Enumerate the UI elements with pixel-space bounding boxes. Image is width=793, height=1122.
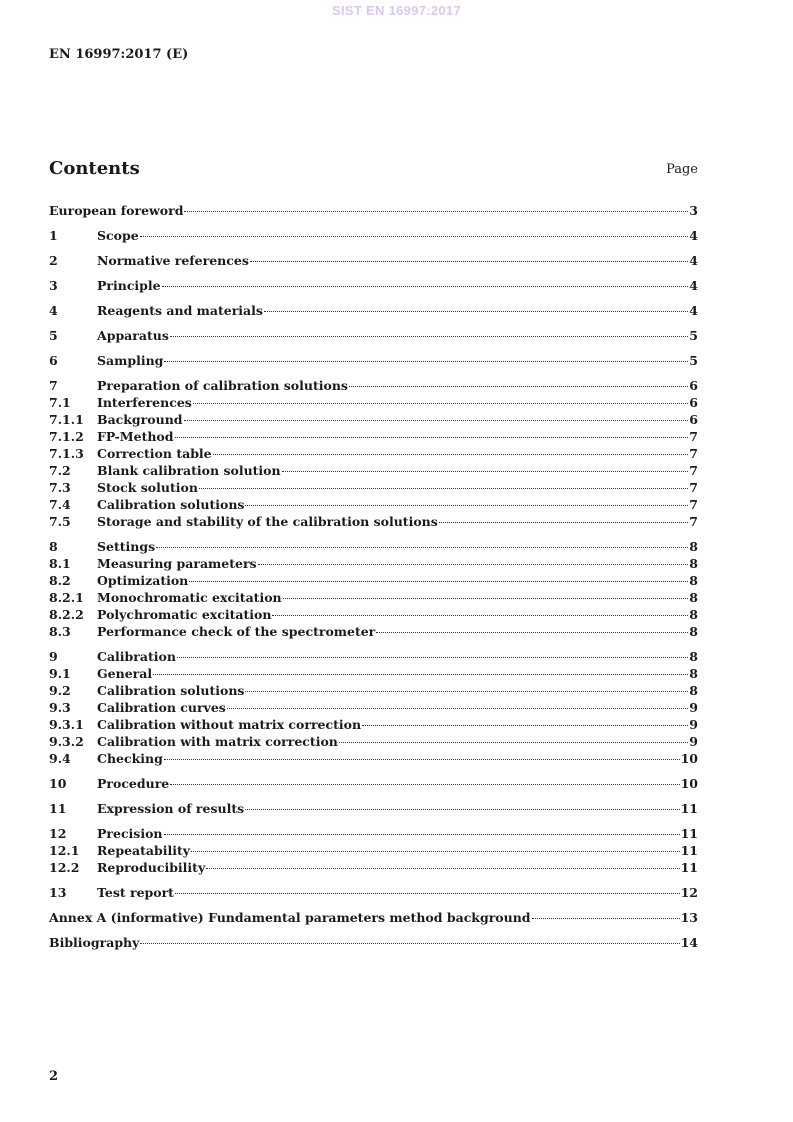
toc-entry-title: Stock solution xyxy=(97,479,198,495)
toc-entry[interactable] xyxy=(49,749,698,766)
dot-leader xyxy=(191,838,680,852)
toc-entry-number: 6 xyxy=(49,352,58,368)
toc-entry-title: Normative references xyxy=(97,252,249,268)
toc-entry-title: Test report xyxy=(97,884,174,900)
dot-leader xyxy=(193,390,688,404)
toc-entry-number: 8.2 xyxy=(49,572,71,588)
toc-entry-number: 9.3.1 xyxy=(49,716,84,732)
toc-entry-number: 7.5 xyxy=(49,513,71,529)
dot-leader xyxy=(175,424,689,438)
toc-entry-number: 7.1.3 xyxy=(49,445,84,461)
toc-entry-number: 7.2 xyxy=(49,462,71,478)
toc-entry-number: 8.2.1 xyxy=(49,589,84,605)
toc-entry-number: 10 xyxy=(49,775,67,791)
toc-entry-title: Calibration solutions xyxy=(97,496,245,512)
dot-leader xyxy=(164,821,680,835)
toc-entry-title: Measuring parameters xyxy=(97,555,257,571)
toc-entry-title: Checking xyxy=(97,750,163,766)
toc-entry-page: 8 xyxy=(689,648,698,664)
toc-entry-page: 9 xyxy=(689,699,698,715)
toc-entry[interactable] xyxy=(49,226,698,243)
toc-entry-title: General xyxy=(97,665,153,681)
toc-entry-number: 13 xyxy=(49,884,67,900)
dot-leader xyxy=(206,855,679,869)
toc-entry-number: 9.2 xyxy=(49,682,71,698)
dot-leader xyxy=(283,585,689,599)
dot-leader xyxy=(164,746,680,760)
toc-entry[interactable] xyxy=(49,326,698,343)
toc-entry-number: 7.1.1 xyxy=(49,411,84,427)
toc-entry-page: 13 xyxy=(680,909,698,925)
toc-entry-page: 5 xyxy=(689,327,698,343)
toc-entry-page: 11 xyxy=(680,842,698,858)
toc-entry-title: European foreword xyxy=(49,202,184,218)
toc-entry-page: 11 xyxy=(680,859,698,875)
toc-entry-page: 12 xyxy=(680,884,698,900)
dot-leader xyxy=(227,695,688,709)
toc-entry-number: 8.1 xyxy=(49,555,71,571)
toc-entry-number: 4 xyxy=(49,302,58,318)
toc-entry[interactable] xyxy=(49,622,698,639)
toc-entry-title: Reagents and materials xyxy=(97,302,263,318)
dot-leader xyxy=(282,458,689,472)
dot-leader xyxy=(362,712,688,726)
toc-entry-page: 7 xyxy=(689,462,698,478)
toc-entry-number: 11 xyxy=(49,800,67,816)
toc-entry-number: 7 xyxy=(49,377,58,393)
dot-leader xyxy=(162,273,689,287)
toc-entry[interactable] xyxy=(49,351,698,368)
toc-entry-title: Apparatus xyxy=(97,327,169,343)
toc-entry-title: Correction table xyxy=(97,445,212,461)
dot-leader xyxy=(245,492,688,506)
toc-entry[interactable] xyxy=(49,301,698,318)
toc-entry-page: 4 xyxy=(689,277,698,293)
dot-leader xyxy=(245,796,679,810)
toc-entry-number: 9.3.2 xyxy=(49,733,84,749)
toc-entry-page: 11 xyxy=(680,825,698,841)
toc-entry-title: Calibration with matrix correction xyxy=(97,733,338,749)
toc-entry-page: 5 xyxy=(689,352,698,368)
toc-entry-number: 9.3 xyxy=(49,699,71,715)
toc-entry-page: 10 xyxy=(680,775,698,791)
toc-entry-number: 9.4 xyxy=(49,750,71,766)
toc-entry-title: Performance check of the spectrometer xyxy=(97,623,376,639)
dot-leader xyxy=(245,678,688,692)
toc-entry-page: 7 xyxy=(689,445,698,461)
toc-entry-page: 4 xyxy=(689,302,698,318)
dot-leader xyxy=(164,348,688,362)
toc-entry-title: Storage and stability of the calibration solutions xyxy=(97,513,438,529)
toc-entry-number: 12.1 xyxy=(49,842,80,858)
toc-entry-number: 7.1.2 xyxy=(49,428,84,444)
dot-leader xyxy=(170,323,688,337)
toc-entry-number: 12 xyxy=(49,825,67,841)
dot-leader xyxy=(153,661,688,675)
toc-entry-page: 7 xyxy=(689,496,698,512)
toc-entry[interactable] xyxy=(49,858,698,875)
toc-entry[interactable] xyxy=(49,799,698,816)
toc-entry-page: 8 xyxy=(689,623,698,639)
toc-entry-number: 8.2.2 xyxy=(49,606,84,622)
dot-leader xyxy=(140,223,689,237)
dot-leader xyxy=(258,551,689,565)
page-number: 2 xyxy=(49,1069,59,1084)
toc-entry-page: 4 xyxy=(689,227,698,243)
dot-leader xyxy=(250,248,688,262)
toc-entry-title: Preparation of calibration solutions xyxy=(97,377,348,393)
toc-entry[interactable] xyxy=(49,512,698,529)
toc-entry-number: 7.3 xyxy=(49,479,71,495)
dot-leader xyxy=(184,198,688,212)
toc-entry-page: 6 xyxy=(689,411,698,427)
dot-leader xyxy=(439,509,689,523)
toc-entry-title: Principle xyxy=(97,277,161,293)
dot-leader xyxy=(376,619,688,633)
toc-entry-number: 12.2 xyxy=(49,859,80,875)
toc-entry-title: Calibration curves xyxy=(97,699,226,715)
dot-leader xyxy=(140,930,679,944)
toc-entry-page: 9 xyxy=(689,733,698,749)
toc-entry-number: 1 xyxy=(49,227,58,243)
toc-entry-page: 6 xyxy=(689,394,698,410)
toc-entry-title: Precision xyxy=(97,825,163,841)
toc-entry-title: Calibration solutions xyxy=(97,682,245,698)
toc-entry-number: 2 xyxy=(49,252,58,268)
toc-entry[interactable] xyxy=(49,933,698,950)
toc-entry-page: 14 xyxy=(680,934,698,950)
toc-entry-number: 9 xyxy=(49,648,58,664)
toc-entry[interactable] xyxy=(49,201,698,218)
contents-title: Contents xyxy=(49,158,140,179)
dot-leader xyxy=(199,475,688,489)
toc-entry-title: Interferences xyxy=(97,394,192,410)
toc-entry-title: Optimization xyxy=(97,572,189,588)
toc-entry-number: 3 xyxy=(49,277,58,293)
page-column-label: Page xyxy=(666,162,698,177)
toc-entry[interactable] xyxy=(49,774,698,791)
toc-entry-number: 7.1 xyxy=(49,394,71,410)
toc-entry-title: Repeatability xyxy=(97,842,191,858)
toc-entry-title: Bibliography xyxy=(49,934,140,950)
watermark: SIST EN 16997:2017 xyxy=(332,3,461,18)
dot-leader xyxy=(177,644,688,658)
dot-leader xyxy=(264,298,688,312)
toc-entry-title: Blank calibration solution xyxy=(97,462,281,478)
toc-entry-title: Calibration without matrix correction xyxy=(97,716,362,732)
toc-entry-title: Calibration xyxy=(97,648,176,664)
dot-leader xyxy=(189,568,688,582)
toc-entry-number: 8 xyxy=(49,538,58,554)
toc-entry-title: FP-Method xyxy=(97,428,174,444)
toc-entry-title: Annex A (informative) Fundamental parameters method background xyxy=(49,909,531,925)
toc-entry-page: 3 xyxy=(689,202,698,218)
toc-entry-page: 8 xyxy=(689,606,698,622)
toc-entry-title: Scope xyxy=(97,227,139,243)
dot-leader xyxy=(349,373,688,387)
toc-entry-page: 8 xyxy=(689,589,698,605)
table-of-contents xyxy=(49,201,698,950)
toc-entry-page: 9 xyxy=(689,716,698,732)
toc-entry[interactable] xyxy=(49,908,698,925)
dot-leader xyxy=(156,534,688,548)
toc-entry[interactable] xyxy=(49,276,698,293)
toc-entry-number: 5 xyxy=(49,327,58,343)
toc-entry-number: 7.4 xyxy=(49,496,71,512)
toc-entry-page: 8 xyxy=(689,572,698,588)
dot-leader xyxy=(213,441,689,455)
toc-entry-title: Expression of results xyxy=(97,800,245,816)
toc-entry-title: Background xyxy=(97,411,183,427)
toc-entry-title: Reproducibility xyxy=(97,859,206,875)
toc-entry-title: Procedure xyxy=(97,775,170,791)
toc-entry-page: 11 xyxy=(680,800,698,816)
dot-leader xyxy=(184,407,689,421)
toc-entry-page: 8 xyxy=(689,665,698,681)
toc-entry-title: Sampling xyxy=(97,352,164,368)
toc-entry[interactable] xyxy=(49,883,698,900)
toc-entry-page: 7 xyxy=(689,479,698,495)
toc-entry-page: 8 xyxy=(689,538,698,554)
dot-leader xyxy=(170,771,679,785)
dot-leader xyxy=(532,905,680,919)
toc-entry-page: 7 xyxy=(689,428,698,444)
toc-entry-page: 6 xyxy=(689,377,698,393)
toc-entry-page: 4 xyxy=(689,252,698,268)
toc-entry-number: 9.1 xyxy=(49,665,71,681)
toc-entry-page: 8 xyxy=(689,555,698,571)
dot-leader xyxy=(339,729,688,743)
toc-entry-page: 7 xyxy=(689,513,698,529)
toc-entry-page: 10 xyxy=(680,750,698,766)
toc-entry-title: Settings xyxy=(97,538,156,554)
toc-entry-page: 8 xyxy=(689,682,698,698)
dot-leader xyxy=(272,602,688,616)
document-id: EN 16997:2017 (E) xyxy=(49,47,189,62)
dot-leader xyxy=(175,880,680,894)
toc-entry-title: Polychromatic excitation xyxy=(97,606,272,622)
toc-entry[interactable] xyxy=(49,251,698,268)
toc-entry-title: Monochromatic excitation xyxy=(97,589,282,605)
toc-entry-number: 8.3 xyxy=(49,623,71,639)
